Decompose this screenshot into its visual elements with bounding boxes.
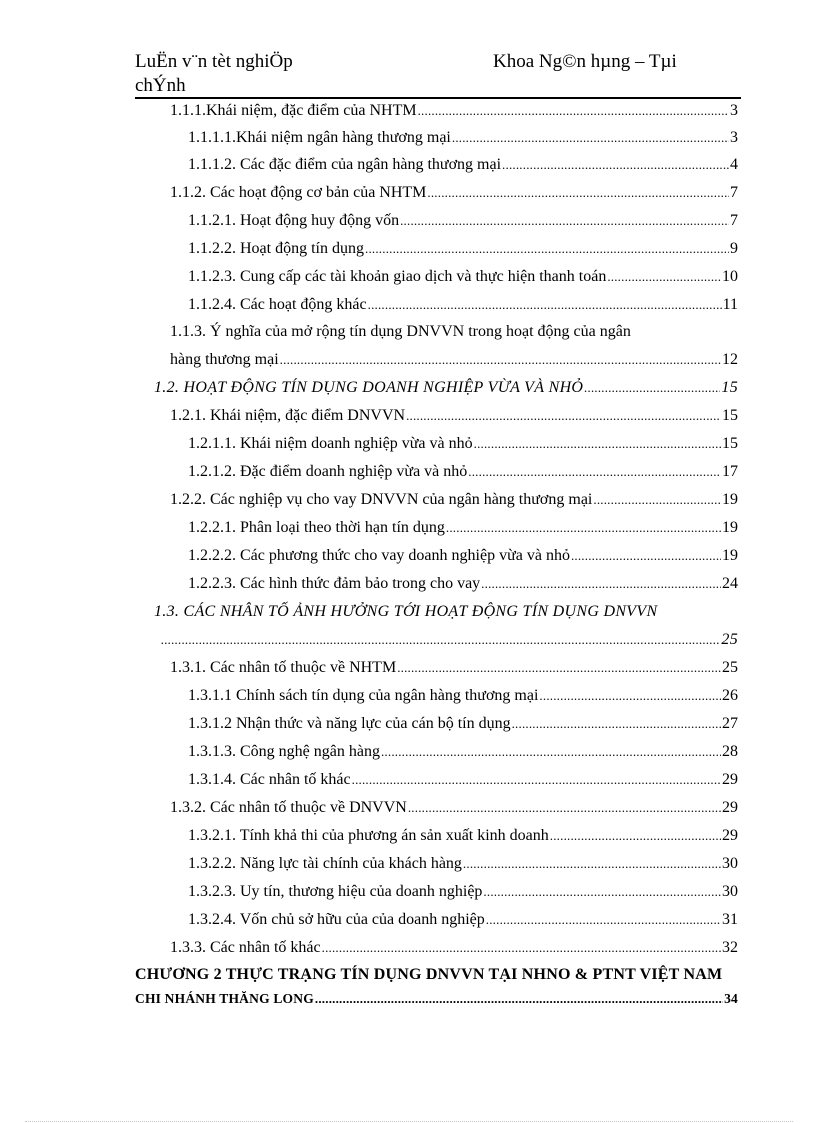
toc-entry-page: 25 [721,631,738,648]
toc-entry-text: 1.1.1.Khái niệm, đặc điểm của NHTM [170,102,417,119]
toc-entry-text: 1.1.2.4. Các hoạt động khác [188,296,367,313]
toc-entry-text: 1.3.1.1 Chính sách tín dụng của ngân hàng thương mại [188,687,539,704]
toc-entry-page: 15 [721,379,738,396]
toc-entry[interactable] [188,547,738,569]
toc-entry[interactable] [170,659,738,681]
toc-entry-page: 3 [730,129,738,146]
toc-entry[interactable] [188,715,738,737]
toc-entry-text: 1.3.1.3. Công nghệ ngân hàng [188,743,380,760]
toc-entry[interactable] [188,296,738,318]
toc-entry[interactable] [188,156,738,178]
toc-entry-text: 1.3.2. Các nhân tố thuộc về DNVVN [170,799,407,816]
toc-entry-text: 1.2.1. Khái niệm, đặc điểm DNVVN [170,407,406,424]
toc-entry-page: 28 [722,743,738,760]
toc-entry-page: 34 [724,991,738,1006]
toc-entry[interactable] [188,435,738,457]
toc-entry-text: 1.1.2. Các hoạt động cơ bản của NHTM [170,184,427,201]
toc-entry-text: hàng thương mại [170,351,279,368]
toc-entry-text: 1.2.2.1. Phân loại theo thời hạn tín dụng [188,519,445,536]
toc-entry-page: 25 [722,659,738,676]
toc-entry-page: 4 [730,156,738,173]
toc-entry-page: 7 [730,212,738,229]
toc-entry-page: 15 [722,407,738,424]
header-divider [135,97,741,99]
toc-entry-text: 1.2. HOẠT ĐỘNG TÍN DỤNG DOANH NGHIỆP VỪA VÀ NHỎ [154,379,584,396]
toc-entry-page: 24 [722,575,738,592]
toc-entry[interactable] [188,268,738,290]
toc-entry[interactable] [188,883,738,905]
toc-entry-text: 1.3.1.4. Các nhân tố khác [188,771,351,788]
toc-entry-text: 1.1.2.3. Cung cấp các tài khoản giao dịch và thực hiện thanh toán [188,268,607,285]
toc-entry[interactable] [188,687,738,709]
toc-entry[interactable] [170,799,738,821]
toc-entry[interactable] [160,631,738,653]
toc-entry-text: 1.3.3. Các nhân tố khác [170,939,321,956]
toc-entry[interactable] [188,240,738,262]
toc-entry-page: 11 [722,296,738,313]
toc-entry[interactable] [188,743,738,765]
toc-entry-page: 30 [722,883,738,900]
toc-section-heading[interactable]: 1.3. CÁC NHÂN TỐ ẢNH HƯỞNG TỚI HOẠT ĐỘNG TÍN DỤNG DNVVN [154,603,658,620]
toc-entry-page: 27 [722,715,738,732]
toc-entry-text: 1.1.2.1. Hoạt động huy động vốn [188,212,400,229]
toc-entry-page: 31 [722,911,738,928]
toc-entry-text: 1.2.2.2. Các phương thức cho vay doanh nghiệp vừa và nhỏ [188,547,570,564]
toc-entry-page: 19 [722,491,738,508]
toc-entry-page: 3 [730,102,738,119]
toc-entry-text: 1.1.1.2. Các đặc điểm của ngân hàng thương mại [188,156,502,173]
toc-entry-page: 19 [722,519,738,536]
toc-entry-text: 1.1.2.2. Hoạt động tín dụng [188,240,364,257]
toc-entry[interactable] [170,939,738,961]
toc-entry[interactable] [170,407,738,429]
toc-entry[interactable] [188,212,738,234]
toc-entry-text: 1.2.2. Các nghiệp vụ cho vay DNVVN của ngân hàng thương mại [170,491,593,508]
toc-entry-page: 29 [722,827,738,844]
toc-entry[interactable] [170,102,738,124]
toc-entry[interactable] [188,129,738,151]
toc-entry-page: 12 [722,351,738,368]
header-left-title: LuËn v¨n tèt nghiÖp chÝnh [135,51,293,96]
toc-entry[interactable] [188,575,738,597]
toc-entry-page: 30 [722,855,738,872]
toc-entry[interactable] [188,771,738,793]
toc-entry-text: 1.3.2.1. Tính khả thi của phương án sản xuất kinh doanh [188,827,549,844]
toc-chapter-heading[interactable]: CHƯƠNG 2 THỰC TRẠNG TÍN DỤNG DNVVN TẠI NHNO & PTNT VIỆT NAM [135,966,723,983]
toc-entry-text: 1.2.1.1. Khái niệm doanh nghiệp vừa và nhỏ [188,435,473,452]
toc-entry-page: 17 [722,463,738,480]
toc-entry[interactable] [188,463,738,485]
toc-entry[interactable] [170,184,738,206]
toc-entry-page: 15 [722,435,738,452]
toc-entry-text: 1.1.1.1.Khái niệm ngân hàng thương mại [188,129,451,146]
toc-entry-text: 1.3.2.3. Uy tín, thương hiệu của doanh nghiệp [188,883,483,900]
toc-entry-page: 29 [722,771,738,788]
toc-entry[interactable] [188,519,738,541]
toc-entry-page: 9 [730,240,738,257]
toc-entry-text: CHI NHÁNH THĂNG LONG [135,991,314,1006]
toc-entry[interactable] [170,491,738,513]
toc-entry-page: 7 [730,184,738,201]
toc-entry[interactable] [188,855,738,877]
toc-entry-page: 26 [722,687,738,704]
toc-entry-text: 1.3.1. Các nhân tố thuộc về NHTM [170,659,397,676]
toc-entry-text: 1.3.1.2 Nhận thức và năng lực của cán bộ tín dụng [188,715,511,732]
page-bottom-divider [25,1121,793,1122]
toc-entry[interactable] [188,911,738,933]
toc-entry[interactable] [170,351,738,373]
toc-entry-text: 1.3.2.2. Năng lực tài chính của khách hàng [188,855,462,872]
toc-entry-text: 1.2.1.2. Đặc điểm doanh nghiệp vừa và nhỏ [188,463,468,480]
toc-entry-text: 1.2.2.3. Các hình thức đảm bảo trong cho vay [188,575,481,592]
toc-section-heading[interactable] [154,379,738,401]
toc-entry-page: 32 [722,939,738,956]
toc-entry[interactable] [188,827,738,849]
toc-entry-page: 19 [722,547,738,564]
toc-entry-page: 29 [722,799,738,816]
toc-entry-wrapped-line[interactable]: 1.1.3. Ý nghĩa của mở rộng tín dụng DNVVN trong hoạt động của ngân [170,323,631,340]
toc-entry-page: 10 [722,268,738,285]
toc-chapter-heading[interactable] [135,991,738,1013]
header-right-title: Khoa Ng©n hµng – Tµi [493,51,677,72]
toc-entry-text: 1.3.2.4. Vốn chủ sở hữu của của doanh nghiệp [188,911,485,928]
